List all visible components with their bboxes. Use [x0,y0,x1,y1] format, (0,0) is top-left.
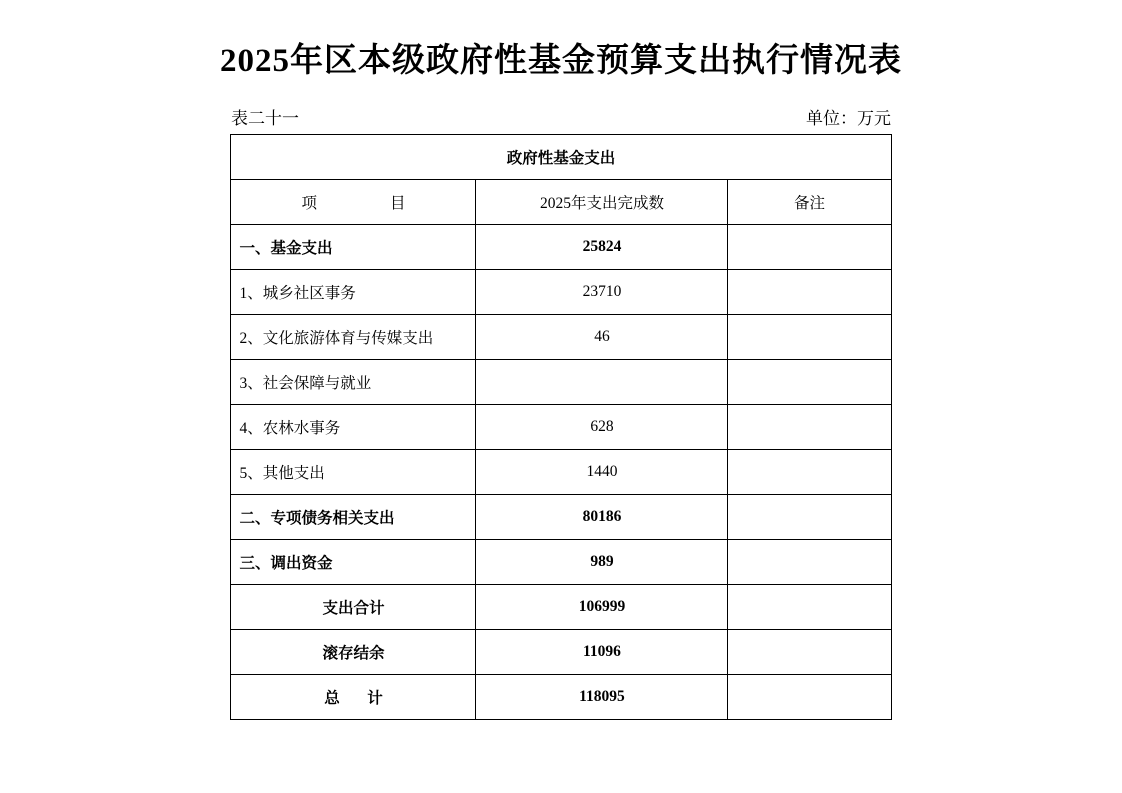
row-value [476,359,728,404]
row-value: 46 [476,314,728,359]
section-header-cell: 政府性基金支出 [231,134,891,179]
budget-table [230,134,891,720]
table-row [231,269,891,314]
row-note [728,269,891,314]
table-row [231,584,891,629]
row-note [728,314,891,359]
row-value: 11096 [476,629,728,674]
table-row [231,314,891,359]
table-row [231,449,891,494]
row-label: 1、城乡社区事务 [231,269,476,314]
row-value: 989 [476,539,728,584]
row-note [728,494,891,539]
table-row [231,539,891,584]
row-value: 80186 [476,494,728,539]
row-label: 4、农林水事务 [231,404,476,449]
row-value: 25824 [476,224,728,269]
table-label: 表二十一 [231,108,299,128]
table-row [231,404,891,449]
table-row [231,629,891,674]
row-note [728,224,891,269]
row-label: 3、社会保障与就业 [231,359,476,404]
table-column-header-row [231,179,891,224]
column-header-note: 备注 [728,179,891,224]
table-body [231,134,891,719]
row-label: 5、其他支出 [231,449,476,494]
table-row [231,224,891,269]
row-value: 23710 [476,269,728,314]
row-label: 支出合计 [231,584,476,629]
row-label: 二、专项债务相关支出 [231,494,476,539]
row-note [728,629,891,674]
row-label: 总 计 [231,674,476,719]
row-label: 滚存结余 [231,629,476,674]
row-note [728,539,891,584]
row-note [728,359,891,404]
row-value: 106999 [476,584,728,629]
table-subheader [231,104,891,126]
row-label: 2、文化旅游体育与传媒支出 [231,314,476,359]
row-note [728,674,891,719]
row-value: 118095 [476,674,728,719]
row-label: 三、调出资金 [231,539,476,584]
table-section-header-row [231,134,891,179]
row-label: 一、基金支出 [231,224,476,269]
row-value: 628 [476,404,728,449]
page-title: 2025年区本级政府性基金预算支出执行情况表 [220,43,902,79]
table-row [231,674,891,719]
row-note [728,404,891,449]
column-header-item: 项 目 [231,179,476,224]
row-note [728,584,891,629]
row-value: 1440 [476,449,728,494]
table-row [231,359,891,404]
row-note [728,449,891,494]
table-row [231,494,891,539]
column-header-value: 2025年支出完成数 [476,179,728,224]
unit-label: 单位：万元 [806,108,891,128]
